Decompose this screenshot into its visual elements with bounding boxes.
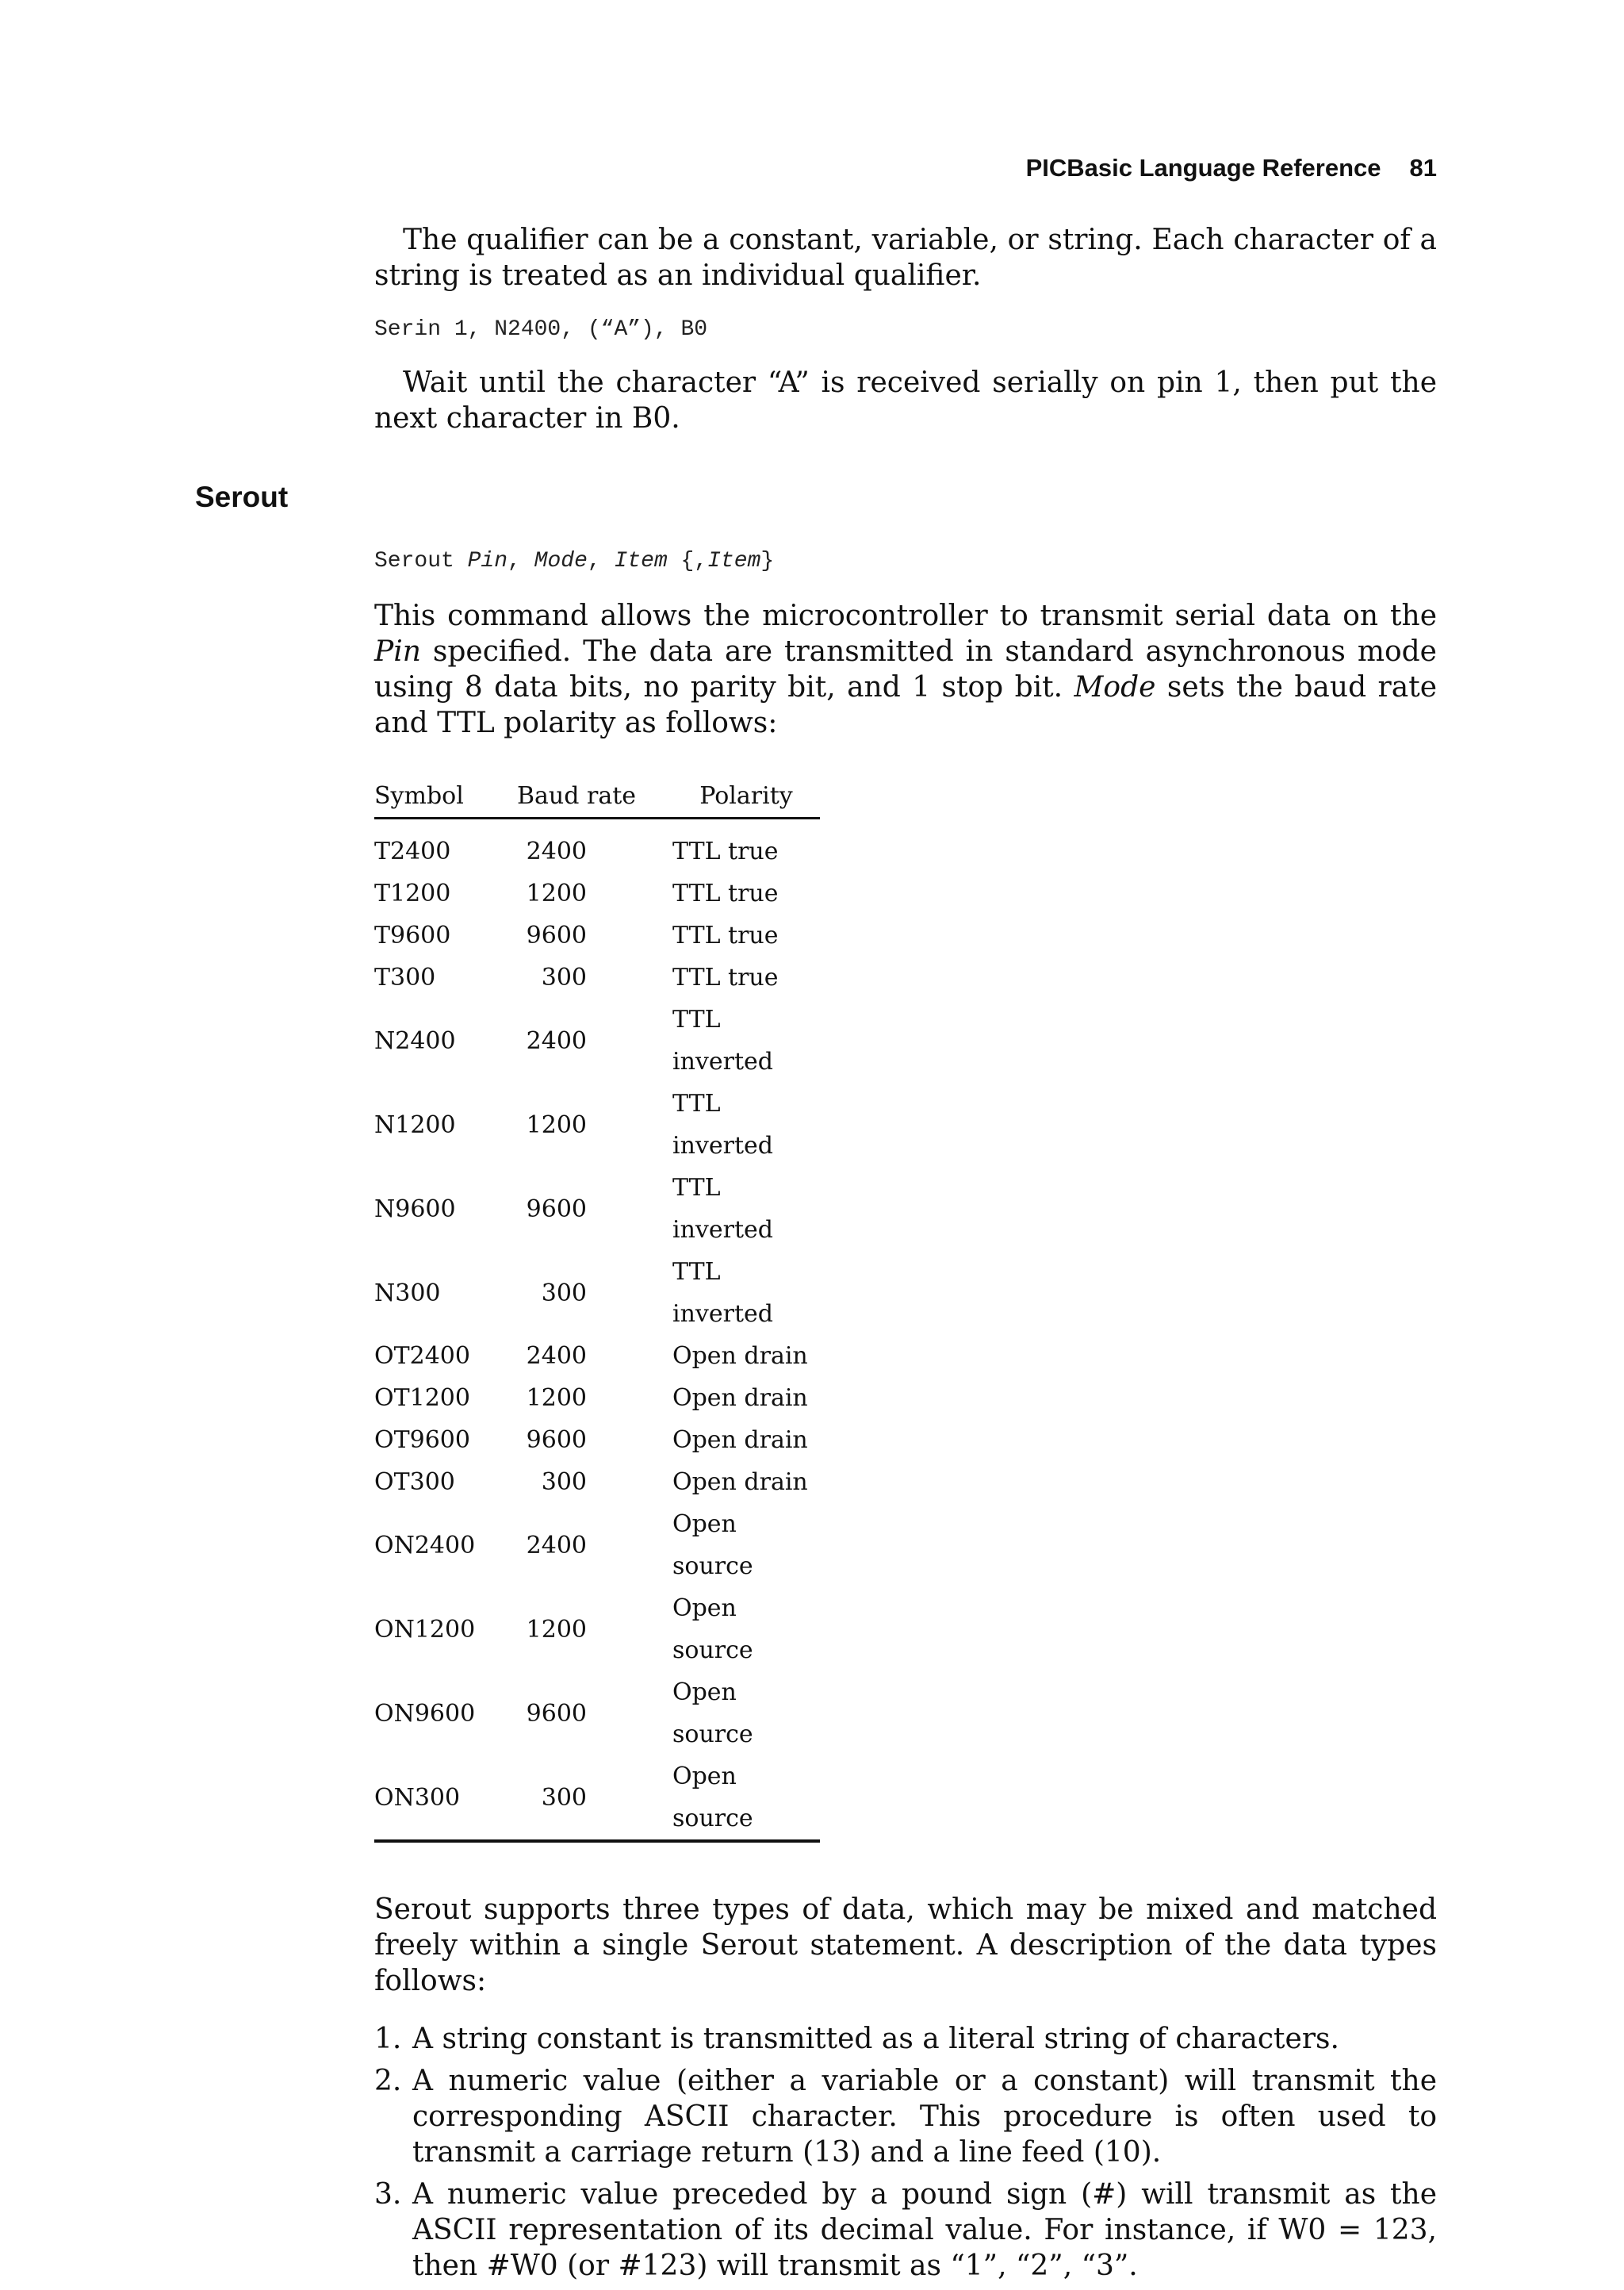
cell-polarity: TTL true: [672, 922, 779, 949]
table-row: [374, 1587, 820, 1671]
cell-gap: [587, 1755, 672, 1841]
cell-gap: [587, 1251, 672, 1335]
cell-baud-rate: 1200: [526, 1615, 587, 1644]
cell-gap: [587, 819, 672, 873]
cell-baud-rate: 300: [541, 1468, 587, 1496]
cell-gap: [587, 873, 672, 915]
cell-polarity: Open source: [672, 1510, 753, 1580]
cell-symbol: T9600: [374, 922, 451, 949]
cell-symbol: OT2400: [374, 1342, 470, 1370]
cell-baud-rate: 2400: [526, 1342, 587, 1370]
cell-gap: [587, 1587, 672, 1671]
list-text: A numeric value (either a variable or a constant) will transmit the corresponding ASCII character. This procedure is often used to transmit a carriage return (13) and a line feed (10).: [412, 2065, 1437, 2169]
syntax-brace-open: {,: [667, 549, 708, 573]
cell-symbol: ON2400: [374, 1531, 476, 1559]
cell-polarity: TTL true: [672, 964, 779, 992]
list-item: [374, 2021, 1437, 2057]
cell-symbol: N1200: [374, 1110, 456, 1139]
cell-symbol: OT1200: [374, 1384, 470, 1412]
cell-baud-rate: 9600: [526, 922, 587, 949]
cell-baud-rate: 2400: [526, 1531, 587, 1559]
cell-gap: [587, 915, 672, 957]
syntax-pin: Pin: [467, 549, 508, 573]
cell-symbol: OT9600: [374, 1426, 470, 1454]
table-row: [374, 1461, 820, 1503]
syntax-item-optional: Item: [707, 549, 761, 573]
table-row: [374, 873, 820, 915]
list-number: 1.: [374, 2023, 402, 2055]
cell-polarity: Open drain: [672, 1384, 808, 1412]
syntax-mode: Mode: [534, 549, 588, 573]
cell-gap: [587, 1167, 672, 1251]
cell-gap: [587, 1377, 672, 1419]
cell-symbol: T1200: [374, 880, 451, 907]
cell-symbol: ON300: [374, 1755, 517, 1841]
table-row: [374, 1755, 820, 1841]
list-text: A numeric value preceded by a pound sign (#) will transmit as the ASCII representation of its decimal value. For instance, if W0 = 123, then #W0 (or #123) will transmit as “1”, “2”, “3”.: [412, 2178, 1437, 2282]
cell-symbol: N2400: [374, 1026, 456, 1055]
table-row: [374, 1167, 820, 1251]
serout-syntax: [374, 547, 1437, 576]
cell-polarity: TTL inverted: [672, 1090, 773, 1160]
table-row: [374, 915, 820, 957]
section-heading-serout: Serout: [195, 481, 289, 513]
cell-polarity: TTL inverted: [672, 1174, 773, 1244]
cell-baud-rate: 300: [541, 1279, 587, 1307]
table-row: [374, 1083, 820, 1167]
cell-polarity: Open drain: [672, 1342, 808, 1370]
cell-baud-rate: 300: [517, 1755, 587, 1841]
list-item: [374, 2063, 1437, 2170]
desc-text: sets the baud rate and TTL polarity as follows:: [374, 671, 1438, 739]
desc-mode: Mode: [1074, 671, 1156, 704]
table-row: [374, 1671, 820, 1755]
table-row: [374, 957, 820, 999]
table-row: [374, 819, 820, 873]
qualifier-paragraph: The qualifier can be a constant, variable, or string. Each character of a string is treated as an individual qualifier.: [374, 224, 1437, 292]
cell-polarity: Open source: [672, 1755, 820, 1841]
syntax-command: Serout: [374, 549, 468, 573]
cell-baud-rate: 300: [541, 964, 587, 992]
data-types-paragraph: Serout supports three types of data, which may be mixed and matched freely within a single Serout statement. A description of the data types follows:: [374, 1893, 1437, 1997]
cell-baud-rate: 2400: [526, 838, 587, 865]
cell-polarity: TTL inverted: [672, 1006, 773, 1076]
syntax-sep: ,: [587, 549, 615, 573]
cell-polarity: Open drain: [672, 1468, 808, 1496]
cell-baud-rate: 1200: [526, 1384, 587, 1412]
cell-symbol: N9600: [374, 1195, 456, 1223]
cell-gap: [587, 957, 672, 999]
cell-symbol: ON1200: [374, 1615, 476, 1644]
cell-gap: [587, 1083, 672, 1167]
table-row: [374, 1251, 820, 1335]
cell-symbol: OT300: [374, 1468, 455, 1496]
cell-baud-rate: 9600: [526, 1195, 587, 1223]
table-row: [374, 1419, 820, 1461]
list-number: 2.: [374, 2065, 402, 2097]
cell-baud-rate: 2400: [526, 1026, 587, 1055]
serin-explanation: Wait until the character “A” is received serially on pin 1, then put the next character in B0.: [374, 366, 1437, 435]
table-row: [374, 999, 820, 1083]
header-polarity: Polarity: [672, 784, 820, 819]
header-symbol: Symbol: [374, 784, 517, 819]
cell-symbol: T2400: [374, 838, 451, 865]
table-header-row: [374, 784, 820, 819]
mode-table: [374, 784, 820, 1843]
cell-polarity: Open drain: [672, 1426, 808, 1454]
syntax-brace-close: }: [760, 549, 775, 573]
cell-polarity: TTL true: [672, 880, 779, 907]
table-row: [374, 1377, 820, 1419]
table-row: [374, 1335, 820, 1377]
cell-gap: [587, 1671, 672, 1755]
cell-gap: [587, 1461, 672, 1503]
list-text: A string constant is transmitted as a literal string of characters.: [412, 2023, 1339, 2055]
cell-symbol: T300: [374, 964, 436, 992]
cell-symbol: ON9600: [374, 1699, 476, 1728]
desc-text: specified. The data are transmitted in standard asynchronous mode using 8 data bits, no parity bit, and 1 stop bit.: [374, 635, 1437, 704]
cell-gap: [587, 1503, 672, 1587]
cell-gap: [587, 1419, 672, 1461]
running-header: [1026, 154, 1437, 182]
table-row: [374, 1503, 820, 1587]
data-types-list: [374, 2021, 1437, 2284]
list-item: [374, 2177, 1437, 2284]
cell-polarity: TTL true: [672, 838, 779, 865]
page-body: [374, 222, 1437, 2290]
syntax-item: Item: [614, 549, 668, 573]
cell-polarity: Open source: [672, 1594, 753, 1664]
page-number: 81: [1409, 154, 1437, 182]
serin-code-example: Serin 1, N2400, (“A”), B0: [374, 317, 708, 342]
cell-symbol: N300: [374, 1279, 441, 1307]
cell-polarity: Open source: [672, 1678, 753, 1748]
syntax-sep: ,: [508, 549, 534, 573]
cell-baud-rate: 1200: [526, 880, 587, 907]
serout-description: [374, 598, 1437, 741]
table-body: [374, 819, 820, 1842]
desc-text: This command allows the microcontroller to transmit serial data on the: [374, 600, 1437, 632]
header-title: PICBasic Language Reference: [1025, 154, 1381, 182]
cell-polarity: TTL inverted: [672, 1258, 773, 1328]
cell-baud-rate: 9600: [526, 1426, 587, 1454]
desc-pin: Pin: [374, 635, 421, 668]
list-number: 3.: [374, 2178, 402, 2211]
cell-baud-rate: 1200: [526, 1110, 587, 1139]
cell-baud-rate: 9600: [526, 1699, 587, 1728]
cell-gap: [587, 999, 672, 1083]
header-baud-rate: Baud rate: [517, 784, 672, 819]
cell-gap: [587, 1335, 672, 1377]
